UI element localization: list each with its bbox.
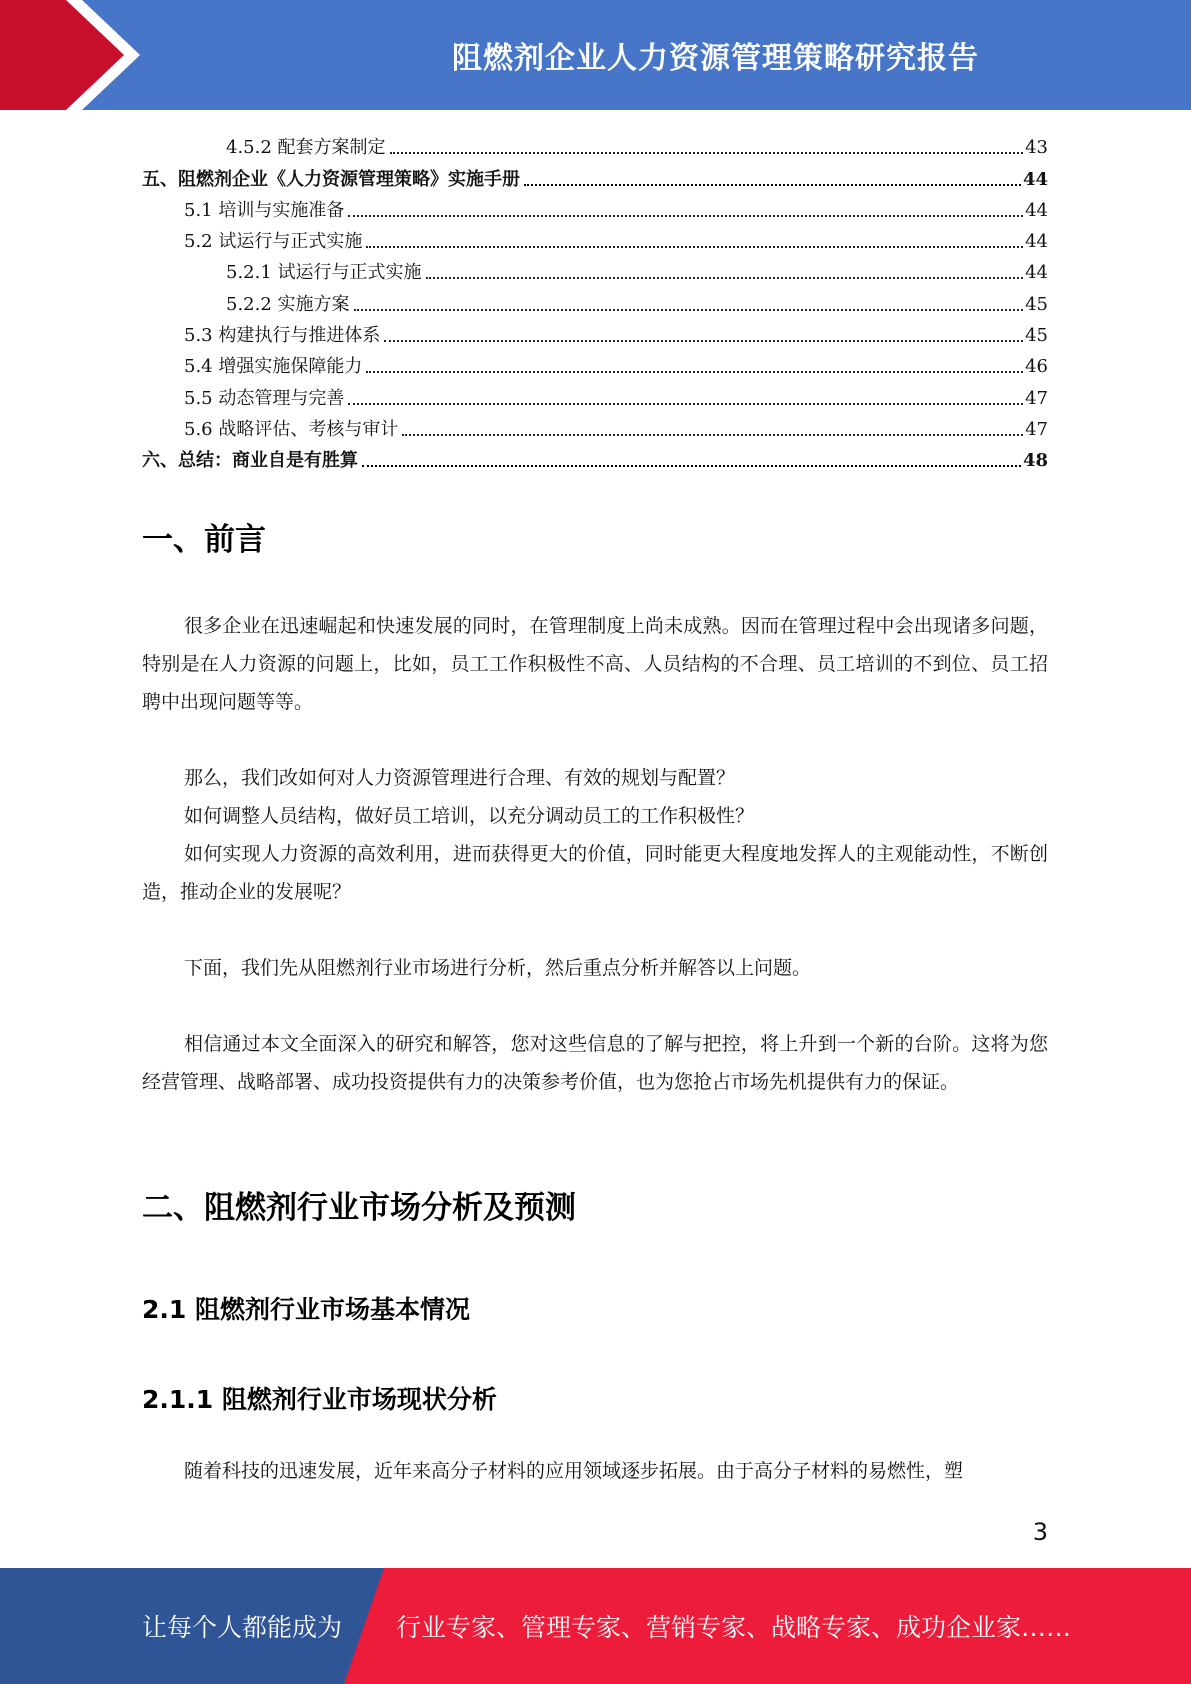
toc-entry-label: 5.5 动态管理与完善 (184, 387, 345, 409)
toc-entry-label: 5.2 试运行与正式实施 (184, 231, 363, 253)
toc-leader-dots (362, 465, 1021, 467)
toc-entry-page: 46 (1025, 356, 1048, 378)
paragraph: 如何调整人员结构，做好员工培训，以充分调动员工的工作积极性？ (184, 805, 755, 827)
toc-entry-page: 44 (1022, 168, 1048, 190)
page-footer (0, 1568, 1191, 1684)
toc-entry[interactable] (142, 347, 1048, 378)
toc-entry-label: 5.1 培训与实施准备 (184, 199, 345, 221)
toc-leader-dots (366, 371, 1023, 373)
toc-leader-dots (354, 309, 1024, 311)
toc-entry[interactable] (142, 441, 1048, 472)
toc-entry[interactable] (142, 410, 1048, 441)
toc-entry-page: 43 (1025, 137, 1048, 159)
toc-entry[interactable] (142, 253, 1048, 284)
paragraph: 很多企业在迅速崛起和快速发展的同时，在管理制度上尚未成熟。因而在管理过程中会出现诸多问题，特别是在人力资源的问题上，比如，员工工作积极性不高、人员结构的不合理、员工培训的不到位、员工招聘中出现问题等等。 (142, 615, 1048, 713)
toc-entry-label: 六、总结：商业自是有胜算 (142, 450, 358, 472)
toc-leader-dots (384, 340, 1023, 342)
toc-entry-page: 44 (1025, 262, 1048, 284)
toc-leader-dots (366, 246, 1023, 248)
page-number: 3 (1032, 1518, 1048, 1546)
footer-slogan-right: 行业专家、管理专家、营销专家、战略专家、成功企业家…… (396, 1613, 1072, 1642)
header-arrow-icon (0, 0, 160, 110)
toc-entry-page: 48 (1022, 450, 1048, 472)
toc-entry-page: 45 (1025, 325, 1048, 347)
toc-entry[interactable] (142, 159, 1048, 190)
toc-leader-dots (390, 152, 1024, 154)
toc-entry-page: 44 (1025, 231, 1048, 253)
toc-entry-page: 45 (1025, 293, 1048, 315)
section-heading-market: 二、阻燃剂行业市场分析及预测 (142, 1190, 576, 1226)
paragraph: 下面，我们先从阻燃剂行业市场进行分析，然后重点分析并解答以上问题。 (184, 957, 812, 979)
toc-entry-label: 5.4 增强实施保障能力 (184, 356, 363, 378)
section-heading-preface: 一、前言 (142, 522, 266, 558)
toc-entry-label: 4.5.2 配套方案制定 (226, 137, 386, 159)
paragraph: 随着科技的迅速发展，近年来高分子材料的应用领域逐步拓展。由于高分子材料的易燃性，塑 (184, 1460, 964, 1482)
header-title: 阻燃剂企业人力资源管理策略研究报告 (452, 41, 979, 76)
paragraph: 如何实现人力资源的高效利用，进而获得更大的价值，同时能更大程度地发挥人的主观能动性，不断创造，推动企业的发展呢？ (142, 843, 1048, 903)
toc-leader-dots (524, 184, 1021, 186)
paragraph: 那么，我们改如何对人力资源管理进行合理、有效的规划与配置？ (184, 767, 736, 789)
toc-entry-label: 5.2.1 试运行与正式实施 (226, 262, 422, 284)
page-header (0, 0, 1191, 110)
toc-entry[interactable] (142, 378, 1048, 409)
toc-entry[interactable] (142, 284, 1048, 315)
table-of-contents (142, 128, 1048, 472)
subsection-heading: 2.1 阻燃剂行业市场基本情况 (142, 1295, 470, 1324)
subsection-heading: 2.1.1 阻燃剂行业市场现状分析 (142, 1385, 497, 1414)
toc-leader-dots (426, 277, 1024, 279)
toc-leader-dots (348, 403, 1023, 405)
toc-entry-label: 五、阻燃剂企业《人力资源管理策略》实施手册 (142, 168, 520, 190)
toc-entry-page: 47 (1025, 418, 1048, 440)
paragraph: 相信通过本文全面深入的研究和解答，您对这些信息的了解与把控，将上升到一个新的台阶。这将为您经营管理、战略部署、成功投资提供有力的决策参考价值，也为您抢占市场先机提供有力的保证。 (142, 1033, 1048, 1093)
toc-entry[interactable] (142, 191, 1048, 222)
toc-entry[interactable] (142, 222, 1048, 253)
toc-entry[interactable] (142, 128, 1048, 159)
toc-entry[interactable] (142, 316, 1048, 347)
toc-leader-dots (402, 434, 1023, 436)
toc-entry-label: 5.3 构建执行与推进体系 (184, 325, 381, 347)
toc-entry-label: 5.6 战略评估、考核与审计 (184, 418, 399, 440)
footer-slogan-left: 让每个人都能成为 (142, 1613, 343, 1642)
toc-entry-page: 44 (1025, 199, 1048, 221)
toc-entry-page: 47 (1025, 387, 1048, 409)
toc-entry-label: 5.2.2 实施方案 (226, 293, 350, 315)
toc-leader-dots (348, 215, 1023, 217)
